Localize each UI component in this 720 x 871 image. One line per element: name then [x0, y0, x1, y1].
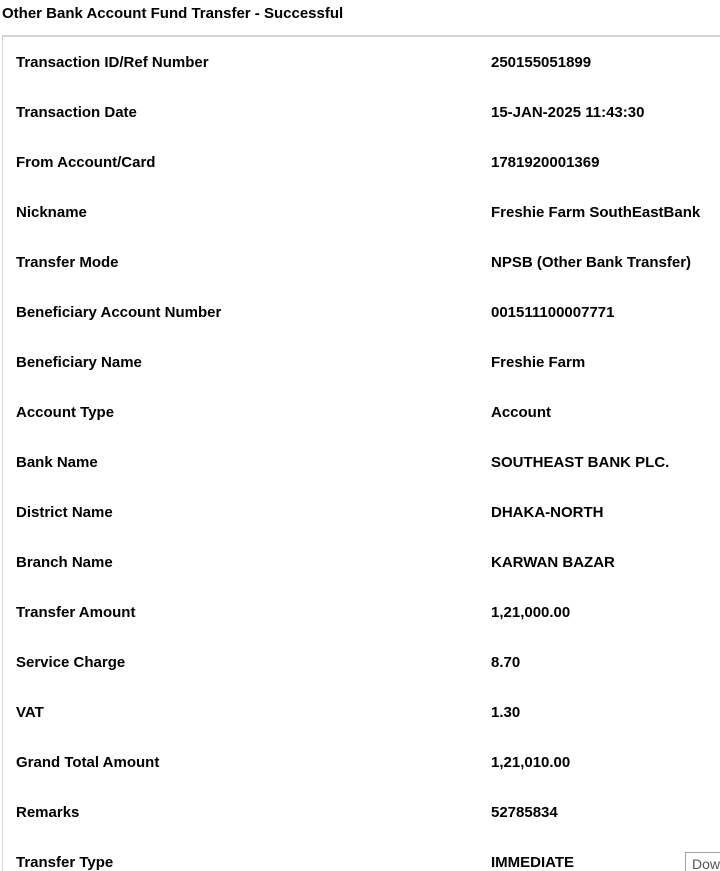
detail-label: Transfer Amount	[16, 604, 136, 621]
detail-label: Grand Total Amount	[16, 754, 160, 771]
detail-label: From Account/Card	[16, 154, 156, 171]
transaction-details-panel	[2, 35, 720, 871]
detail-label: Service Charge	[16, 654, 126, 671]
detail-row-service-charge	[3, 637, 720, 687]
detail-row-beneficiary-name	[3, 337, 720, 387]
download-button[interactable]: Dow	[685, 852, 720, 871]
detail-label: Transaction Date	[16, 104, 137, 121]
detail-row-branch-name	[3, 537, 720, 587]
detail-value: 001511100007771	[491, 304, 615, 321]
detail-row-transfer-type	[3, 837, 720, 871]
detail-label: Nickname	[16, 204, 87, 221]
detail-row-from-account	[3, 137, 720, 187]
detail-value: 1781920001369	[491, 154, 600, 171]
detail-value: KARWAN BAZAR	[491, 554, 615, 571]
detail-value: 8.70	[491, 654, 521, 671]
detail-row-transfer-mode	[3, 237, 720, 287]
detail-label: Remarks	[16, 804, 80, 821]
detail-value: NPSB (Other Bank Transfer)	[491, 254, 692, 271]
detail-value: 1,21,010.00	[491, 754, 571, 771]
detail-row-account-type	[3, 387, 720, 437]
detail-label: Bank Name	[16, 454, 98, 471]
detail-value: Account	[491, 404, 551, 421]
detail-value: Freshie Farm SouthEastBank	[491, 204, 701, 221]
detail-row-district-name	[3, 487, 720, 537]
detail-label: Transaction ID/Ref Number	[16, 54, 209, 71]
page-title: Other Bank Account Fund Transfer - Successful	[2, 5, 344, 22]
detail-value: Freshie Farm	[491, 354, 586, 371]
detail-value: DHAKA-NORTH	[491, 504, 604, 521]
detail-label: Beneficiary Name	[16, 354, 142, 371]
detail-label: Beneficiary Account Number	[16, 304, 222, 321]
detail-value: SOUTHEAST BANK PLC.	[491, 454, 670, 471]
detail-value: 1.30	[491, 704, 521, 721]
detail-row-beneficiary-account	[3, 287, 720, 337]
detail-label: Branch Name	[16, 554, 113, 571]
detail-row-remarks	[3, 787, 720, 837]
detail-row-vat	[3, 687, 720, 737]
detail-value: IMMEDIATE	[491, 854, 575, 871]
detail-label: District Name	[16, 504, 113, 521]
detail-label: VAT	[16, 704, 44, 721]
detail-label: Account Type	[16, 404, 115, 421]
detail-value: 1,21,000.00	[491, 604, 571, 621]
detail-row-bank-name	[3, 437, 720, 487]
detail-value: 52785834	[491, 804, 558, 821]
detail-value: 250155051899	[491, 54, 592, 71]
detail-row-nickname	[3, 187, 720, 237]
detail-label: Transfer Type	[16, 854, 114, 871]
transaction-details-table	[3, 37, 720, 871]
detail-row-transaction-date	[3, 87, 720, 137]
detail-row-transaction-id	[3, 37, 720, 87]
detail-row-grand-total	[3, 737, 720, 787]
detail-row-transfer-amount	[3, 587, 720, 637]
detail-label: Transfer Mode	[16, 254, 119, 271]
detail-value: 15-JAN-2025 11:43:30	[491, 104, 645, 121]
